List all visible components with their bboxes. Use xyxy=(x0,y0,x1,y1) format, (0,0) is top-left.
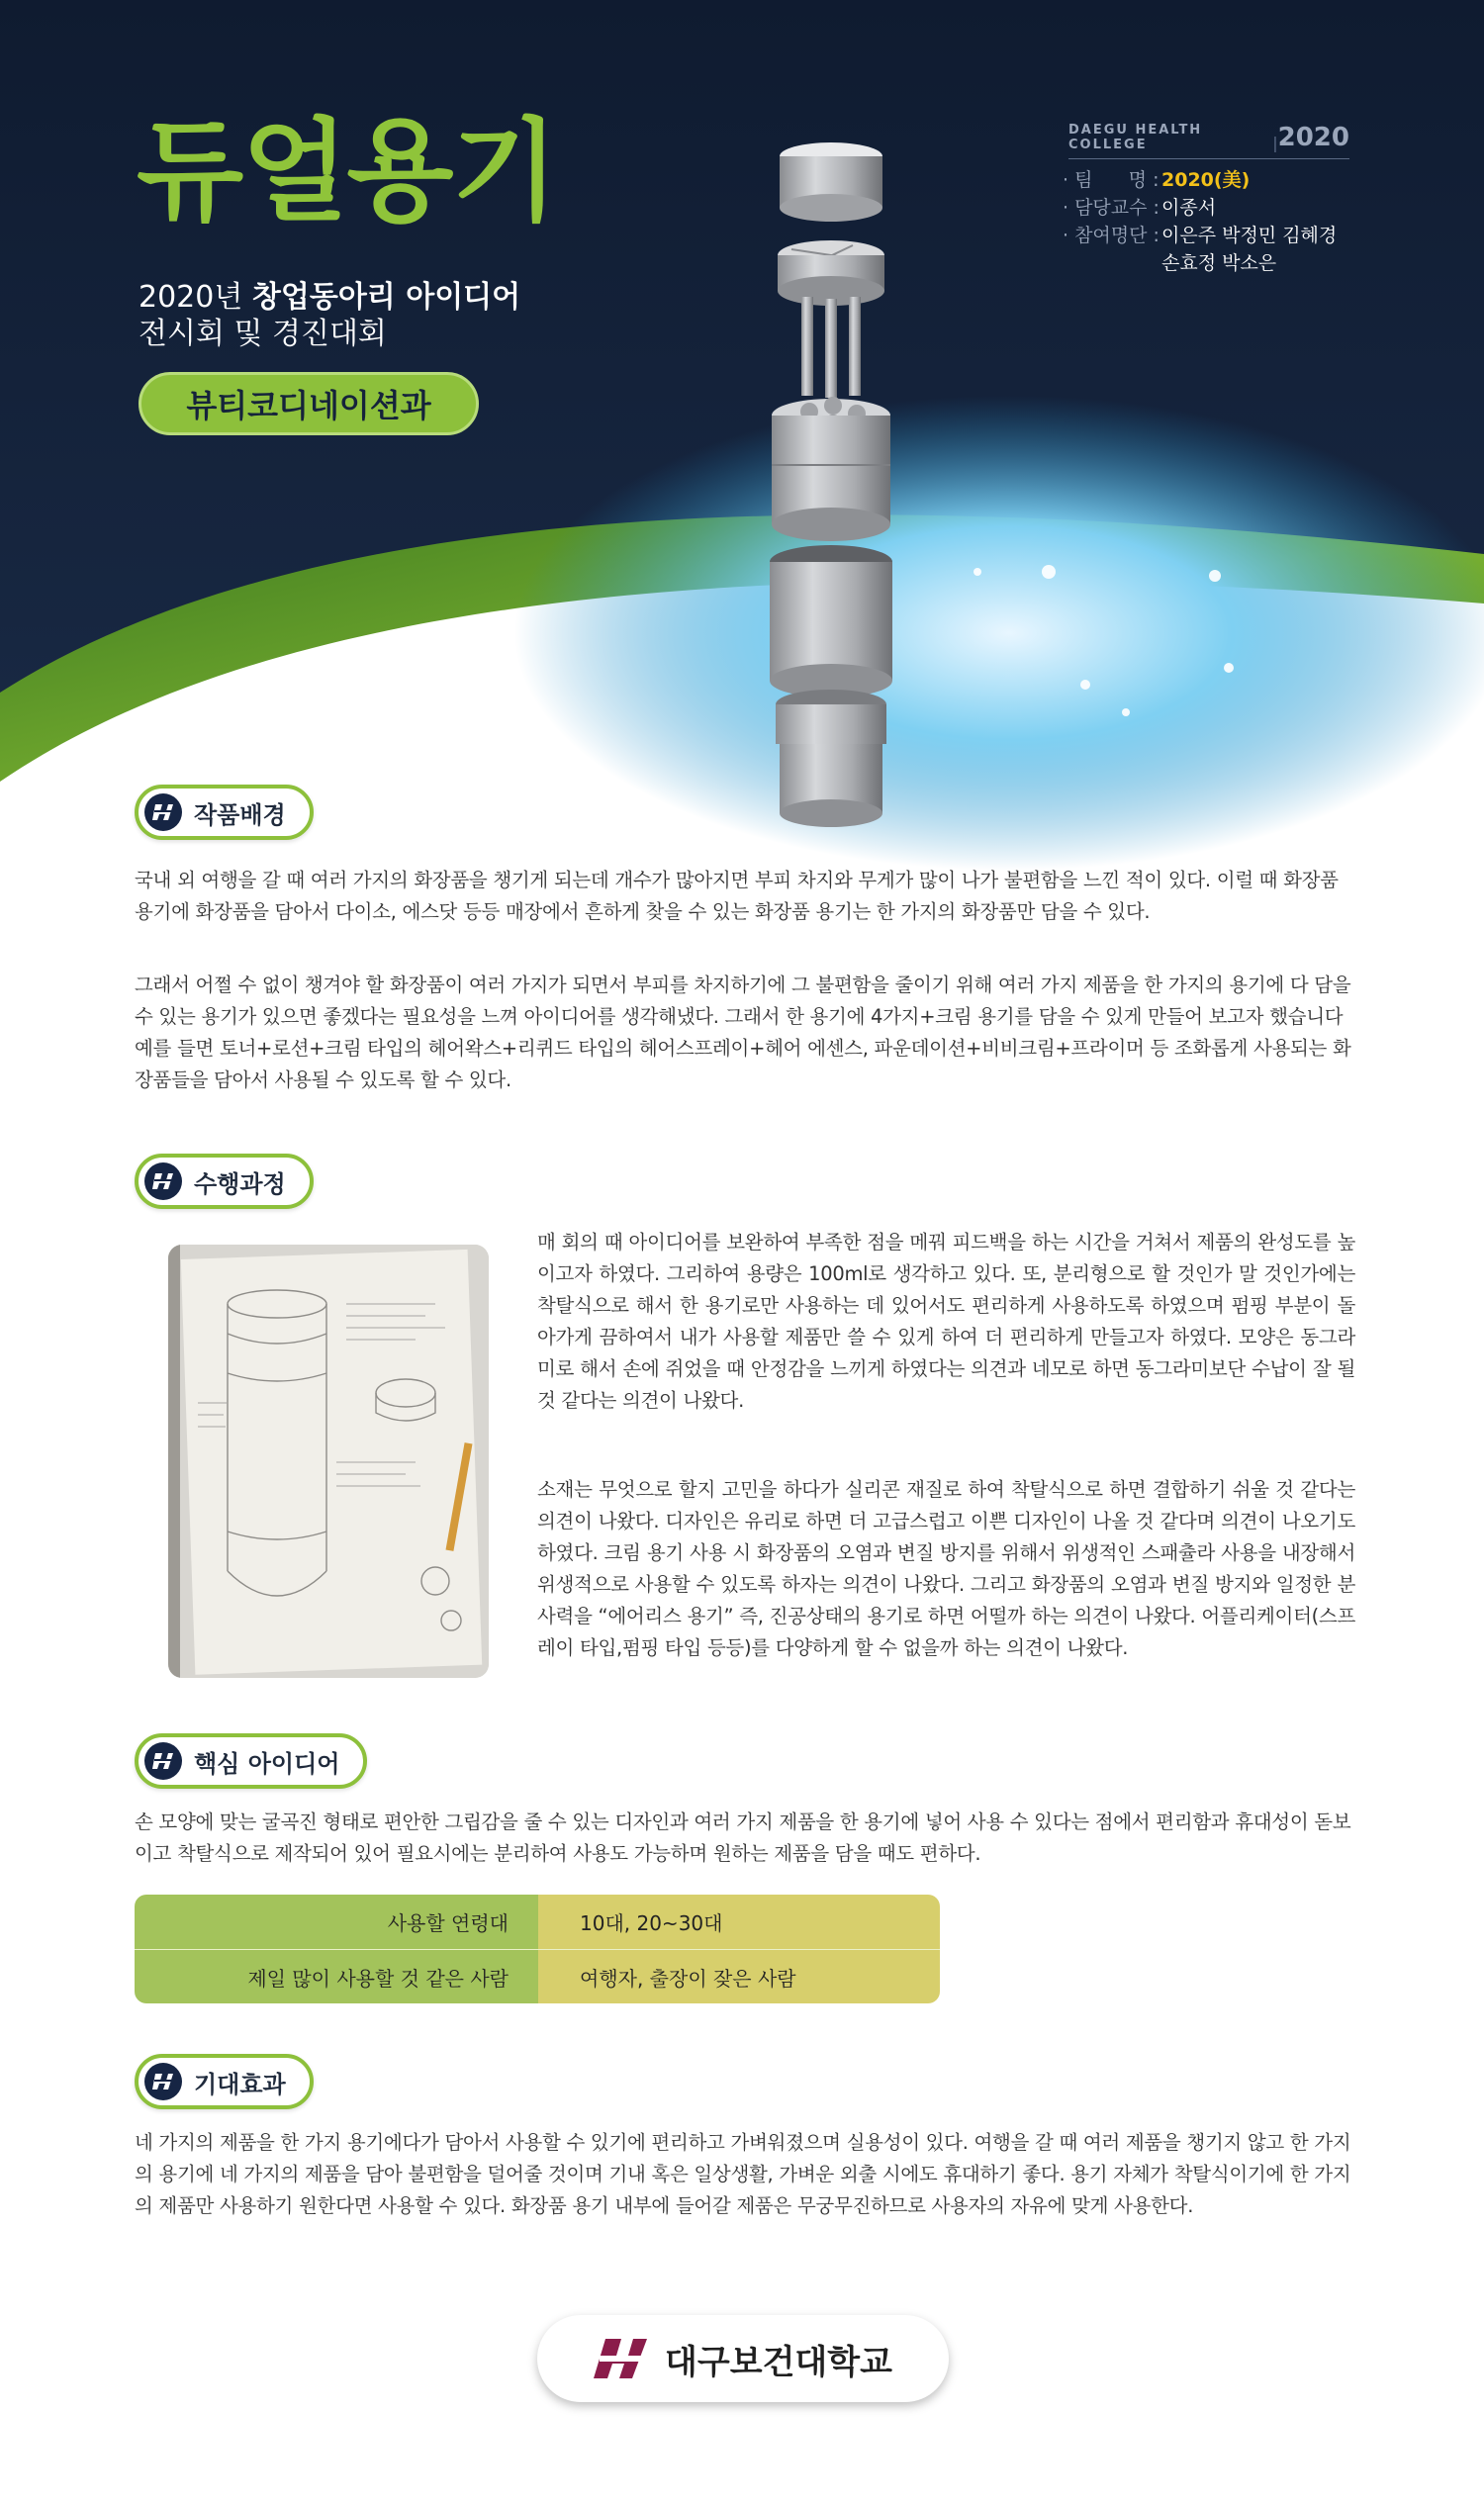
team-label: · 팀 명 : xyxy=(1063,169,1159,191)
advisor-value: 이종서 xyxy=(1161,197,1217,219)
members-label: · 참여명단 : xyxy=(1063,225,1159,246)
members-line2: 손효정 박소은 xyxy=(1161,252,1277,274)
college-logo-icon xyxy=(594,2337,651,2380)
team-info xyxy=(1063,166,1337,277)
table-value: 여행자, 출장이 잦은 사람 xyxy=(538,1950,940,2003)
college-year: 2020 xyxy=(1277,123,1349,152)
hero-banner xyxy=(0,0,1484,871)
table-row xyxy=(135,1949,940,2003)
section-label-background: 작품배경 xyxy=(194,800,286,829)
subtitle-year: 2020년 xyxy=(139,280,243,315)
page-title: 듀얼용기 xyxy=(137,108,557,236)
college-logo-icon xyxy=(144,1162,182,1200)
footer-college-name: 대구보건대학교 xyxy=(665,2342,892,2382)
background-paragraph-1: 국내 외 여행을 갈 때 여러 가지의 화장품을 챙기게 되는데 개수가 많아지면 부피 차지와 무게가 많이 나가 불편함을 느낀 적이 있다. 이럴 때 화장품 용기에 화장품을 담아서 다이소, 에스닷 등등 매장에서 흔하게 찾을 수 있는 화장품 용기는 한 가지의 화장품만 담을 수 있다. xyxy=(135,869,1339,923)
footer-college-badge xyxy=(537,2315,949,2402)
table-key: 사용할 연령대 xyxy=(135,1895,538,1949)
college-logo-icon xyxy=(144,1742,182,1780)
process-paragraph-1: 매 회의 때 아이디어를 보완하여 부족한 점을 메꿔 피드백을 하는 시간을 거쳐서 제품의 완성도를 높이고자 하였다. 그리하여 용량은 100ml로 생각하고 있다. 또, 분리형으로 할 것인가 말 것인가에는 착탈식으로 해서 한 용기로만 사용하는 데 있어서도 편리하게 사용하도록 하였으며 펌핑 부분이 돌아가게 끔하여서 내가 사용할 제품만 쓸 수 있게 하여 더 편리하게 만들고자 하였다. 모양은 동그라미로 해서 손에 쥐었을 때 안정감을 느끼게 하였다는 의견과 네모로 하면 동그라미보단 수납이 잘 될 것 같다는 의견이 나왔다. xyxy=(537,1231,1355,1412)
team-value: 2020(美) xyxy=(1161,169,1251,191)
college-logo-icon xyxy=(144,793,182,831)
background-paragraph-2: 그래서 어쩔 수 없이 챙겨야 할 화장품이 여러 가지가 되면서 부피를 차지하기에 그 불편함을 줄이기 위해 여러 가지 제품을 한 가지의 용기에 다 담을 수 있는 용기가 있으면 좋겠다는 필요성을 느껴 아이디어를 생각해냈다. 그래서 한 용기에 4가지+크림 용기를 담을 수 있게 만들어 보고자 했습니다 예를 들면 토너+로션+크림 타입의 헤어왁스+리퀴드 타입의 헤어스프레이+헤어 에센스, 파운데이션+비비크림+프라이머 등 조화롭게 사용되는 화장품들을 담아서 사용될 수 있도록 할 수 있다. xyxy=(135,974,1351,1091)
section-badge-process xyxy=(135,1154,314,1209)
section-badge-background xyxy=(135,785,314,840)
section-label-core: 핵심 아이디어 xyxy=(194,1749,340,1778)
college-name: DAEGU HEALTH COLLEGE xyxy=(1068,123,1203,152)
table-row xyxy=(135,1895,940,1949)
subtitle-line2: 전시회 및 경진대회 xyxy=(139,317,387,351)
department-badge: 뷰티코디네이션과 xyxy=(139,372,479,435)
process-paragraph-2: 소재는 무엇으로 할지 고민을 하다가 실리콘 재질로 하여 착탈식으로 하면 결합하기 쉬울 것 같다는 의견이 나왔다. 디자인은 유리로 하면 더 고급스럽고 이쁜 디자인이 나올 것 같다며 의견이 나오기도 하였다. 크림 용기 사용 시 화장품의 오염과 변질 방지를 위해서 위생적인 스패츌라 사용을 내장해서 위생적으로 사용할 수 있도록 하자는 의견이 나왔다. 그리고 화장품의 오염과 변질 방지와 일정한 분사력을 “에어리스 용기” 즉, 진공상태의 용기로 하면 어떨까 하는 의견이 나왔다. 어플리케이터(스프레이 타입,펌핑 타입 등등)를 다양하게 할 수 없을까 하는 의견이 나왔다. xyxy=(537,1478,1355,1659)
section-badge-core xyxy=(135,1733,367,1789)
effect-paragraph: 네 가지의 제품을 한 가지 용기에다가 담아서 사용할 수 있기에 편리하고 가벼워졌으며 실용성이 있다. 여행을 갈 때 여러 제품을 챙기지 않고 한 가지의 용기에 네 가지의 제품을 담아 불편함을 덜어줄 것이며 기내 혹은 일상생활, 가벼운 외출 시에도 휴대하기 좋다. 용기 자체가 착탈식이기에 한 가지의 제품만 사용하기 원한다면 사용할 수 있다. 화장품 용기 내부에 들어갈 제품은 무궁무진하므로 사용자의 자유에 맞게 사용한다. xyxy=(135,2131,1351,2217)
college-divider: | xyxy=(1272,134,1278,152)
advisor-label: · 담당교수 : xyxy=(1063,197,1159,219)
members-line1: 이은주 박정민 김혜경 xyxy=(1161,225,1338,246)
core-paragraph: 손 모양에 맞는 굴곡진 형태로 편안한 그립감을 줄 수 있는 디자인과 여러 가지 제품을 한 용기에 넣어 사용 수 있다는 점에서 편리함과 휴대성이 돋보이고 착탈식으로 제작되어 있어 필요시에는 분리하여 사용도 가능하며 원하는 제품을 담을 때도 편하다. xyxy=(135,1811,1351,1865)
section-label-effect: 기대효과 xyxy=(194,2070,286,2098)
college-header xyxy=(1068,123,1349,159)
table-value: 10대, 20~30대 xyxy=(538,1895,940,1949)
subtitle-bold: 창업동아리 아이디어 xyxy=(251,280,521,315)
section-badge-effect xyxy=(135,2054,314,2109)
sketch-photo xyxy=(168,1245,489,1678)
section-label-process: 수행과정 xyxy=(194,1169,286,1198)
college-logo-icon xyxy=(144,2063,182,2100)
table-key: 제일 많이 사용할 것 같은 사람 xyxy=(135,1950,538,2003)
target-user-table xyxy=(135,1895,940,2003)
